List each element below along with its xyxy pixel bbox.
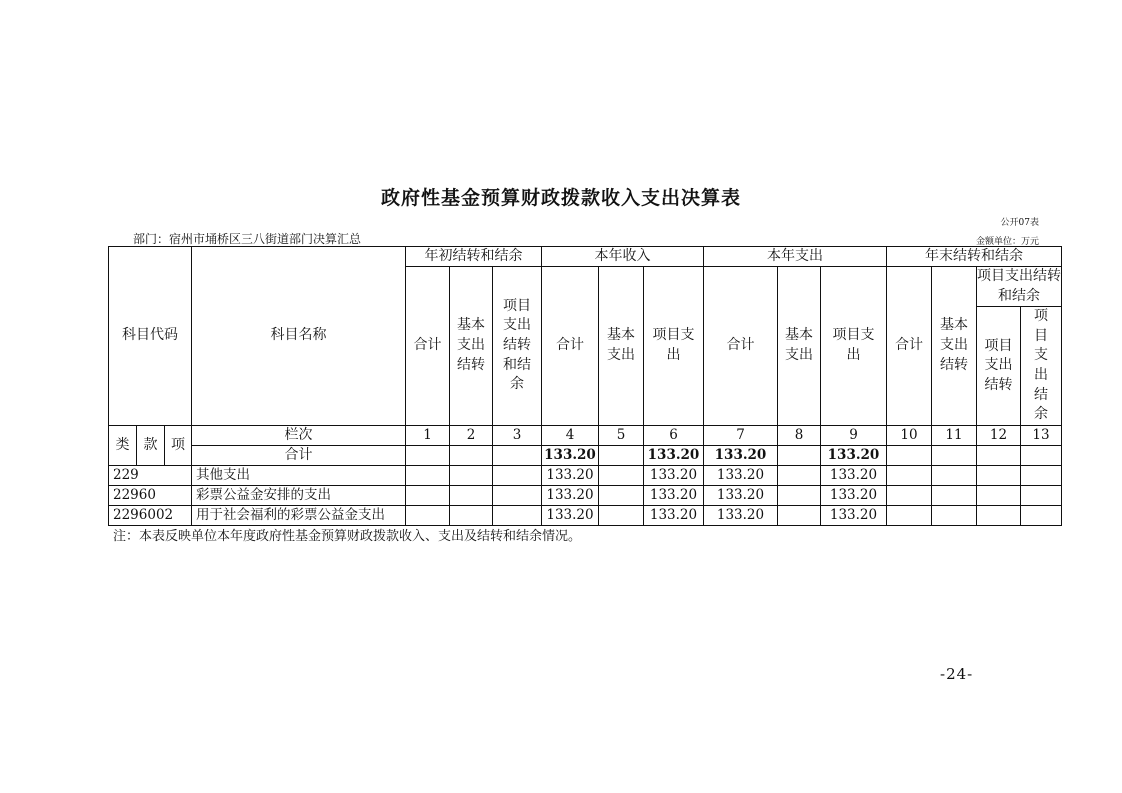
row-name: 彩票公益金安排的支出 — [192, 485, 406, 505]
header-cat-kuan: 款 — [137, 425, 165, 465]
row-code: 22960 — [109, 485, 192, 505]
header-code: 科目代码 — [109, 247, 192, 426]
row-cell: 133.20 — [821, 465, 887, 485]
row-cell — [887, 505, 932, 525]
row-cell: 133.20 — [821, 505, 887, 525]
row-cell — [887, 485, 932, 505]
header-begin-basic-carry: 基本支出结转 — [450, 267, 493, 426]
header-group-income: 本年收入 — [542, 247, 704, 267]
budget-table — [108, 246, 1062, 526]
row-cell — [887, 465, 932, 485]
page-title: 政府性基金预算财政拨款收入支出决算表 — [380, 187, 741, 209]
total-cell — [932, 445, 977, 465]
total-cell: 133.20 — [821, 445, 887, 465]
form-number: 公开07表 — [1000, 218, 1039, 228]
row-cell: 133.20 — [704, 485, 778, 505]
row-cell — [450, 485, 493, 505]
header-cat-xiang: 项 — [165, 425, 192, 465]
row-cell — [493, 465, 542, 485]
total-cell — [887, 445, 932, 465]
col-number: 6 — [644, 425, 704, 445]
col-number: 10 — [887, 425, 932, 445]
row-cell — [932, 505, 977, 525]
table-note: 注：本表反映单位本年度政府性基金预算财政拨款收入、支出及结转和结余情况。 — [113, 529, 582, 544]
row-cell: 133.20 — [704, 465, 778, 485]
row-cell — [406, 485, 450, 505]
row-cell — [493, 505, 542, 525]
header-expense-project: 项目支出 — [821, 267, 887, 426]
header-income-total: 合计 — [542, 267, 599, 426]
row-cell — [1021, 505, 1062, 525]
header-group-end: 年末结转和结余 — [887, 247, 1062, 267]
row-cell: 133.20 — [542, 505, 599, 525]
row-cell: 133.20 — [644, 485, 704, 505]
total-label: 合计 — [192, 445, 406, 465]
row-cell: 133.20 — [644, 465, 704, 485]
row-cell: 133.20 — [542, 465, 599, 485]
row-cell — [778, 485, 821, 505]
total-cell: 133.20 — [644, 445, 704, 465]
header-expense-total: 合计 — [704, 267, 778, 426]
row-cell — [599, 465, 644, 485]
row-cell — [977, 465, 1021, 485]
header-begin-total: 合计 — [406, 267, 450, 426]
total-cell — [778, 445, 821, 465]
row-cell — [778, 505, 821, 525]
col-number: 5 — [599, 425, 644, 445]
header-group-expense: 本年支出 — [704, 247, 887, 267]
col-number: 13 — [1021, 425, 1062, 445]
header-income-project: 项目支出 — [644, 267, 704, 426]
col-number: 11 — [932, 425, 977, 445]
total-cell — [450, 445, 493, 465]
total-cell — [493, 445, 542, 465]
header-end-project-carry: 项目支出结转 — [977, 307, 1021, 426]
row-cell — [1021, 485, 1062, 505]
row-cell — [406, 465, 450, 485]
col-number: 1 — [406, 425, 450, 445]
row-cell — [450, 465, 493, 485]
total-cell: 133.20 — [704, 445, 778, 465]
col-number: 2 — [450, 425, 493, 445]
page-number: -24- — [940, 665, 974, 683]
row-index-label: 栏次 — [192, 425, 406, 445]
row-code: 229 — [109, 465, 192, 485]
row-cell — [977, 505, 1021, 525]
header-end-project-balance: 项目支出结转和结余 — [977, 267, 1062, 307]
header-expense-basic: 基本支出 — [778, 267, 821, 426]
row-cell — [599, 485, 644, 505]
col-number: 7 — [704, 425, 778, 445]
row-cell — [778, 465, 821, 485]
total-cell — [1021, 445, 1062, 465]
row-cell — [977, 485, 1021, 505]
col-number: 3 — [493, 425, 542, 445]
row-cell: 133.20 — [644, 505, 704, 525]
col-number: 8 — [778, 425, 821, 445]
table-row — [109, 485, 1062, 505]
department-label: 部门：宿州市埇桥区三八街道部门决算汇总 — [133, 232, 362, 246]
col-number: 12 — [977, 425, 1021, 445]
table-row — [109, 465, 1062, 485]
header-end-total: 合计 — [887, 267, 932, 426]
row-cell — [1021, 465, 1062, 485]
row-cell: 133.20 — [542, 485, 599, 505]
header-begin-project-carry-balance: 项目支出结转和结余 — [493, 267, 542, 426]
total-cell: 133.20 — [542, 445, 599, 465]
row-cell: 133.20 — [821, 485, 887, 505]
row-code: 2296002 — [109, 505, 192, 525]
total-cell — [406, 445, 450, 465]
table-row — [109, 505, 1062, 525]
row-cell: 133.20 — [704, 505, 778, 525]
header-end-project-balance-sub: 项目支出结余 — [1021, 307, 1062, 426]
unit-label: 金额单位：万元 — [975, 237, 1039, 247]
row-cell — [406, 505, 450, 525]
header-income-basic: 基本支出 — [599, 267, 644, 426]
total-cell — [599, 445, 644, 465]
row-name: 用于社会福利的彩票公益金支出 — [192, 505, 406, 525]
header-name: 科目名称 — [192, 247, 406, 426]
header-cat-lei: 类 — [109, 425, 137, 465]
total-cell — [977, 445, 1021, 465]
row-cell — [932, 485, 977, 505]
header-group-begin: 年初结转和结余 — [406, 247, 542, 267]
col-number: 4 — [542, 425, 599, 445]
row-cell — [493, 485, 542, 505]
row-cell — [932, 465, 977, 485]
col-number: 9 — [821, 425, 887, 445]
row-cell — [450, 505, 493, 525]
row-name: 其他支出 — [192, 465, 406, 485]
header-end-basic-carry: 基本支出结转 — [932, 267, 977, 426]
row-cell — [599, 505, 644, 525]
